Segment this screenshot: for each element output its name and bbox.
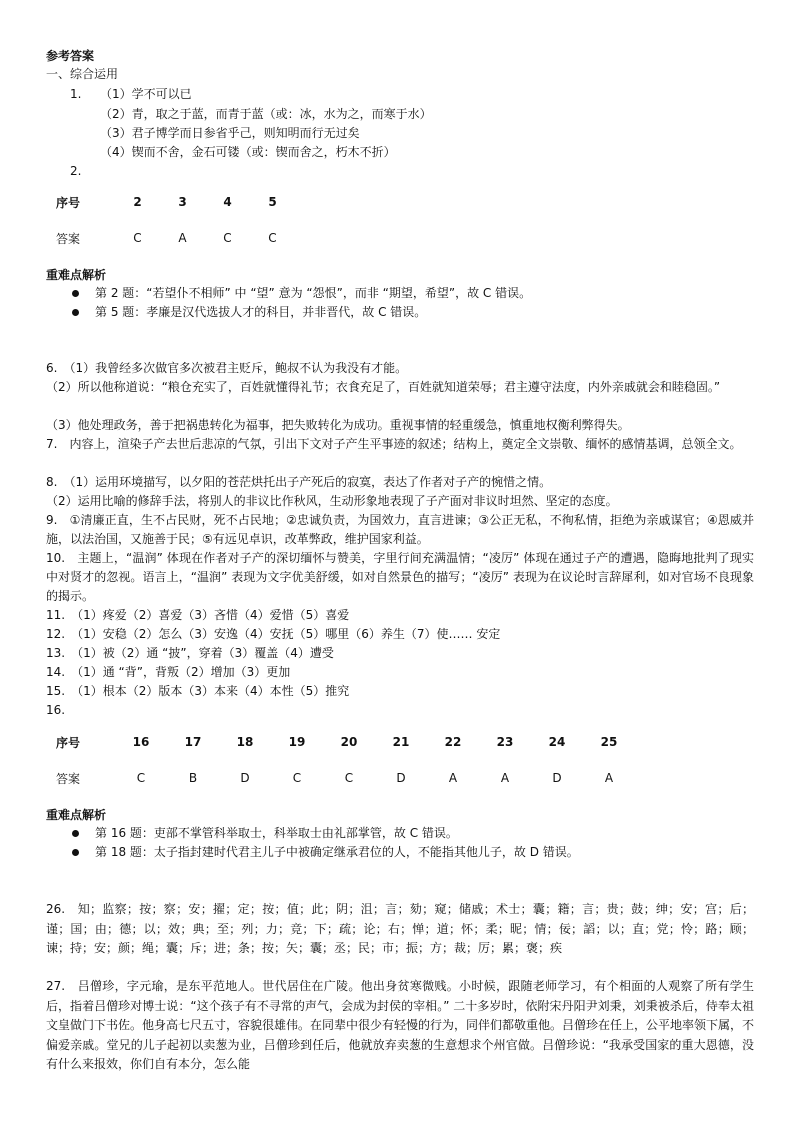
table-cell: 5 <box>268 195 277 209</box>
table-cell: B <box>188 771 198 785</box>
table-cell: 20 <box>340 735 358 749</box>
section-heading: 一、综合运用 <box>46 67 119 81</box>
table-header-row <box>56 733 635 751</box>
answer-paragraph: 27. 吕僧珍，字元瑜，是东平范地人。世代居住在广陵。他出身贫寒微贱。小时候，跟随老师学习，有个相面的人观察了所有学生后，指着吕僧珍对博士说：“这个孩子有不寻常的声气，会成为封侯的宰相。” 二十多岁时，依附宋丹阳尹刘秉，刘秉被杀后，侍奉太祖文皇做门下书佐。他身高七尺五寸，容貌很雄伟。在同辈中很少有轻慢的行为，同伴们都敬重他。吕僧珍在任上，公平地率领下属，不偏爱亲戚。堂兄的儿子起初以卖葱为业，吕僧珍到任后，他就放弃卖葱的生意想求个州官做。吕僧珍说：“我承受国家的重大恩德，没有什么来报效，你们自有本分，怎么能 <box>46 979 755 1071</box>
analysis-item: 第 2 题：“若望仆不相师” 中 “望” 意为 “怨恨”，而非 “期望，希望”，故 C 错误。 <box>95 286 532 300</box>
bullet-icon <box>72 290 79 297</box>
q2-number: 2. <box>70 164 82 178</box>
table-answer-label: 答案 <box>56 771 81 786</box>
page-title: 参考答案 <box>46 49 95 63</box>
table-cell: C <box>292 771 302 785</box>
q1-item: （2）青，取之于蓝，而青于蓝（或：冰，水为之，而寒于水） <box>100 107 432 121</box>
table-cell: 18 <box>236 735 254 749</box>
table-cell: A <box>448 771 458 785</box>
table-cell: D <box>552 771 562 785</box>
analysis-item: 第 5 题：孝廉是汉代选拔人才的科目，并非晋代，故 C 错误。 <box>95 305 427 319</box>
analysis-heading: 重难点解析 <box>46 268 107 282</box>
table-cell: 17 <box>184 735 202 749</box>
bullet-icon <box>72 849 79 856</box>
answer-paragraph: 9. ①清廉正直，生不占民财，死不占民地；②忠诚负责，为国效力，直言进谏；③公正无私，不徇私情，拒绝为亲戚谋官；④恩威并施，以法治国，又施善于民；⑤有远见卓识，改革弊政，维护国家利益。 <box>46 513 754 546</box>
analysis-item: 第 18 题：太子指封建时代君主儿子中被确定继承君位的人，不能指其他儿子，故 D 错误。 <box>95 845 579 859</box>
bullet-icon <box>72 309 79 316</box>
table-cell: C <box>223 231 232 245</box>
table-cell: 4 <box>223 195 232 209</box>
answer-paragraph: 7. 内容上，渲染子产去世后悲凉的气氛，引出下文对子产生平事迹的叙述；结构上，奠定全文崇敬、缅怀的感情基调，总领全文。 <box>46 437 742 451</box>
table-cell: 3 <box>178 195 187 209</box>
table-cell: C <box>344 771 354 785</box>
table-cell: 22 <box>444 735 462 749</box>
table-cell: C <box>136 771 146 785</box>
table-cell: C <box>268 231 277 245</box>
answer-paragraph: 11. （1）疼爱（2）喜爱（3）吝惜（4）爱惜（5）喜爱 <box>46 608 350 622</box>
answer-paragraph: 14. （1）通 “背”，背叛（2）增加（3）更加 <box>46 665 291 679</box>
table-cell: 2 <box>133 195 142 209</box>
table-answer-row <box>56 229 295 247</box>
table-cell: 21 <box>392 735 410 749</box>
answer-table-2 <box>56 733 635 787</box>
table-cell: 16 <box>132 735 150 749</box>
answer-paragraph: 12. （1）安稳（2）怎么（3）安逸（4）安抚（5）哪里（6）养生（7）使…… 安定 <box>46 627 501 641</box>
q1-number: 1. <box>70 87 82 101</box>
table-cell: A <box>500 771 510 785</box>
table-cell: 25 <box>600 735 618 749</box>
table-answer-label: 答案 <box>56 231 81 246</box>
table-cell: 23 <box>496 735 514 749</box>
answer-table-1 <box>56 193 295 247</box>
table-cell: D <box>240 771 250 785</box>
answer-paragraph: 13. （1）被（2）通 “披”，穿着（3）覆盖（4）遭受 <box>46 646 334 660</box>
q1-item: （1）学不可以已 <box>100 87 192 101</box>
answer-paragraph: （3）他处理政务，善于把祸患转化为福事，把失败转化为成功。重视事情的轻重缓急，慎重地权衡利弊得失。 <box>46 418 630 432</box>
table-answer-row <box>56 769 635 787</box>
answer-paragraph: 15. （1）根本（2）版本（3）本来（4）本性（5）推究 <box>46 684 350 698</box>
table-header-label: 序号 <box>56 735 81 750</box>
answer-paragraph: 16. <box>46 703 66 717</box>
analysis-item: 第 16 题：吏部不掌管科举取士，科举取士由礼部掌管，故 C 错误。 <box>95 826 458 840</box>
table-cell: A <box>604 771 614 785</box>
analysis-heading: 重难点解析 <box>46 808 107 822</box>
answer-paragraph: 6. （1）我曾经多次做官多次被君主贬斥，鲍叔不认为我没有才能。 <box>46 361 408 375</box>
answer-paragraph: 8. （1）运用环境描写，以夕阳的苍茫烘托出子产死后的寂寞，表达了作者对子产的惋惜之情。 <box>46 475 552 489</box>
table-cell: 24 <box>548 735 566 749</box>
table-cell: A <box>178 231 187 245</box>
answer-paragraph: 10. 主题上，“温润” 体现在作者对子产的深切缅怀与赞美，字里行间充满温情；“凌厉” 体现在通过子产的遭遇，隐晦地批判了现实中对贤才的忽视。语言上，“温润” 表现为文字优美舒缓，如对自然景色的描写；“凌厉” 表现为在议论时言辞犀利，如对官场不良现象的揭示。 <box>46 551 754 603</box>
answer-paragraph: 26. 知；监察；按；察；安；擢；定；按；值；此；阴；沮；言；劾；窥；储戚；术士；囊；籍；言；贵；鼓；绅；安；宫；后；谨；国；由；德；以；效；典；至；列；力；竞；下；疏；论；右；惮；道；怀；柔；昵；情；佞；謟；以；直；党；怜；路；顾；谏；持；安；颜；绳；囊；斥；进；条；按；矢；囊；丞；民；市；振；方；裁；厉；累；褒；疾 <box>46 902 754 955</box>
table-header-row <box>56 193 295 211</box>
q1-item: （3）君子博学而日参省乎己，则知明而行无过矣 <box>100 126 360 140</box>
q1-item: （4）锲而不舍，金石可镂（或：锲而舍之，朽木不折） <box>100 145 396 159</box>
table-cell: 19 <box>288 735 306 749</box>
table-header-label: 序号 <box>56 195 81 210</box>
table-cell: C <box>133 231 142 245</box>
table-cell: D <box>396 771 406 785</box>
answer-paragraph: （2）运用比喻的修辞手法，将别人的非议比作秋风，生动形象地表现了子产面对非议时坦然、坚定的态度。 <box>46 494 618 508</box>
answer-paragraph: （2）所以他称道说：“粮仓充实了，百姓就懂得礼节；衣食充足了，百姓就知道荣辱；君主遵守法度，内外亲戚就会和睦稳固。” <box>46 380 721 394</box>
bullet-icon <box>72 830 79 837</box>
